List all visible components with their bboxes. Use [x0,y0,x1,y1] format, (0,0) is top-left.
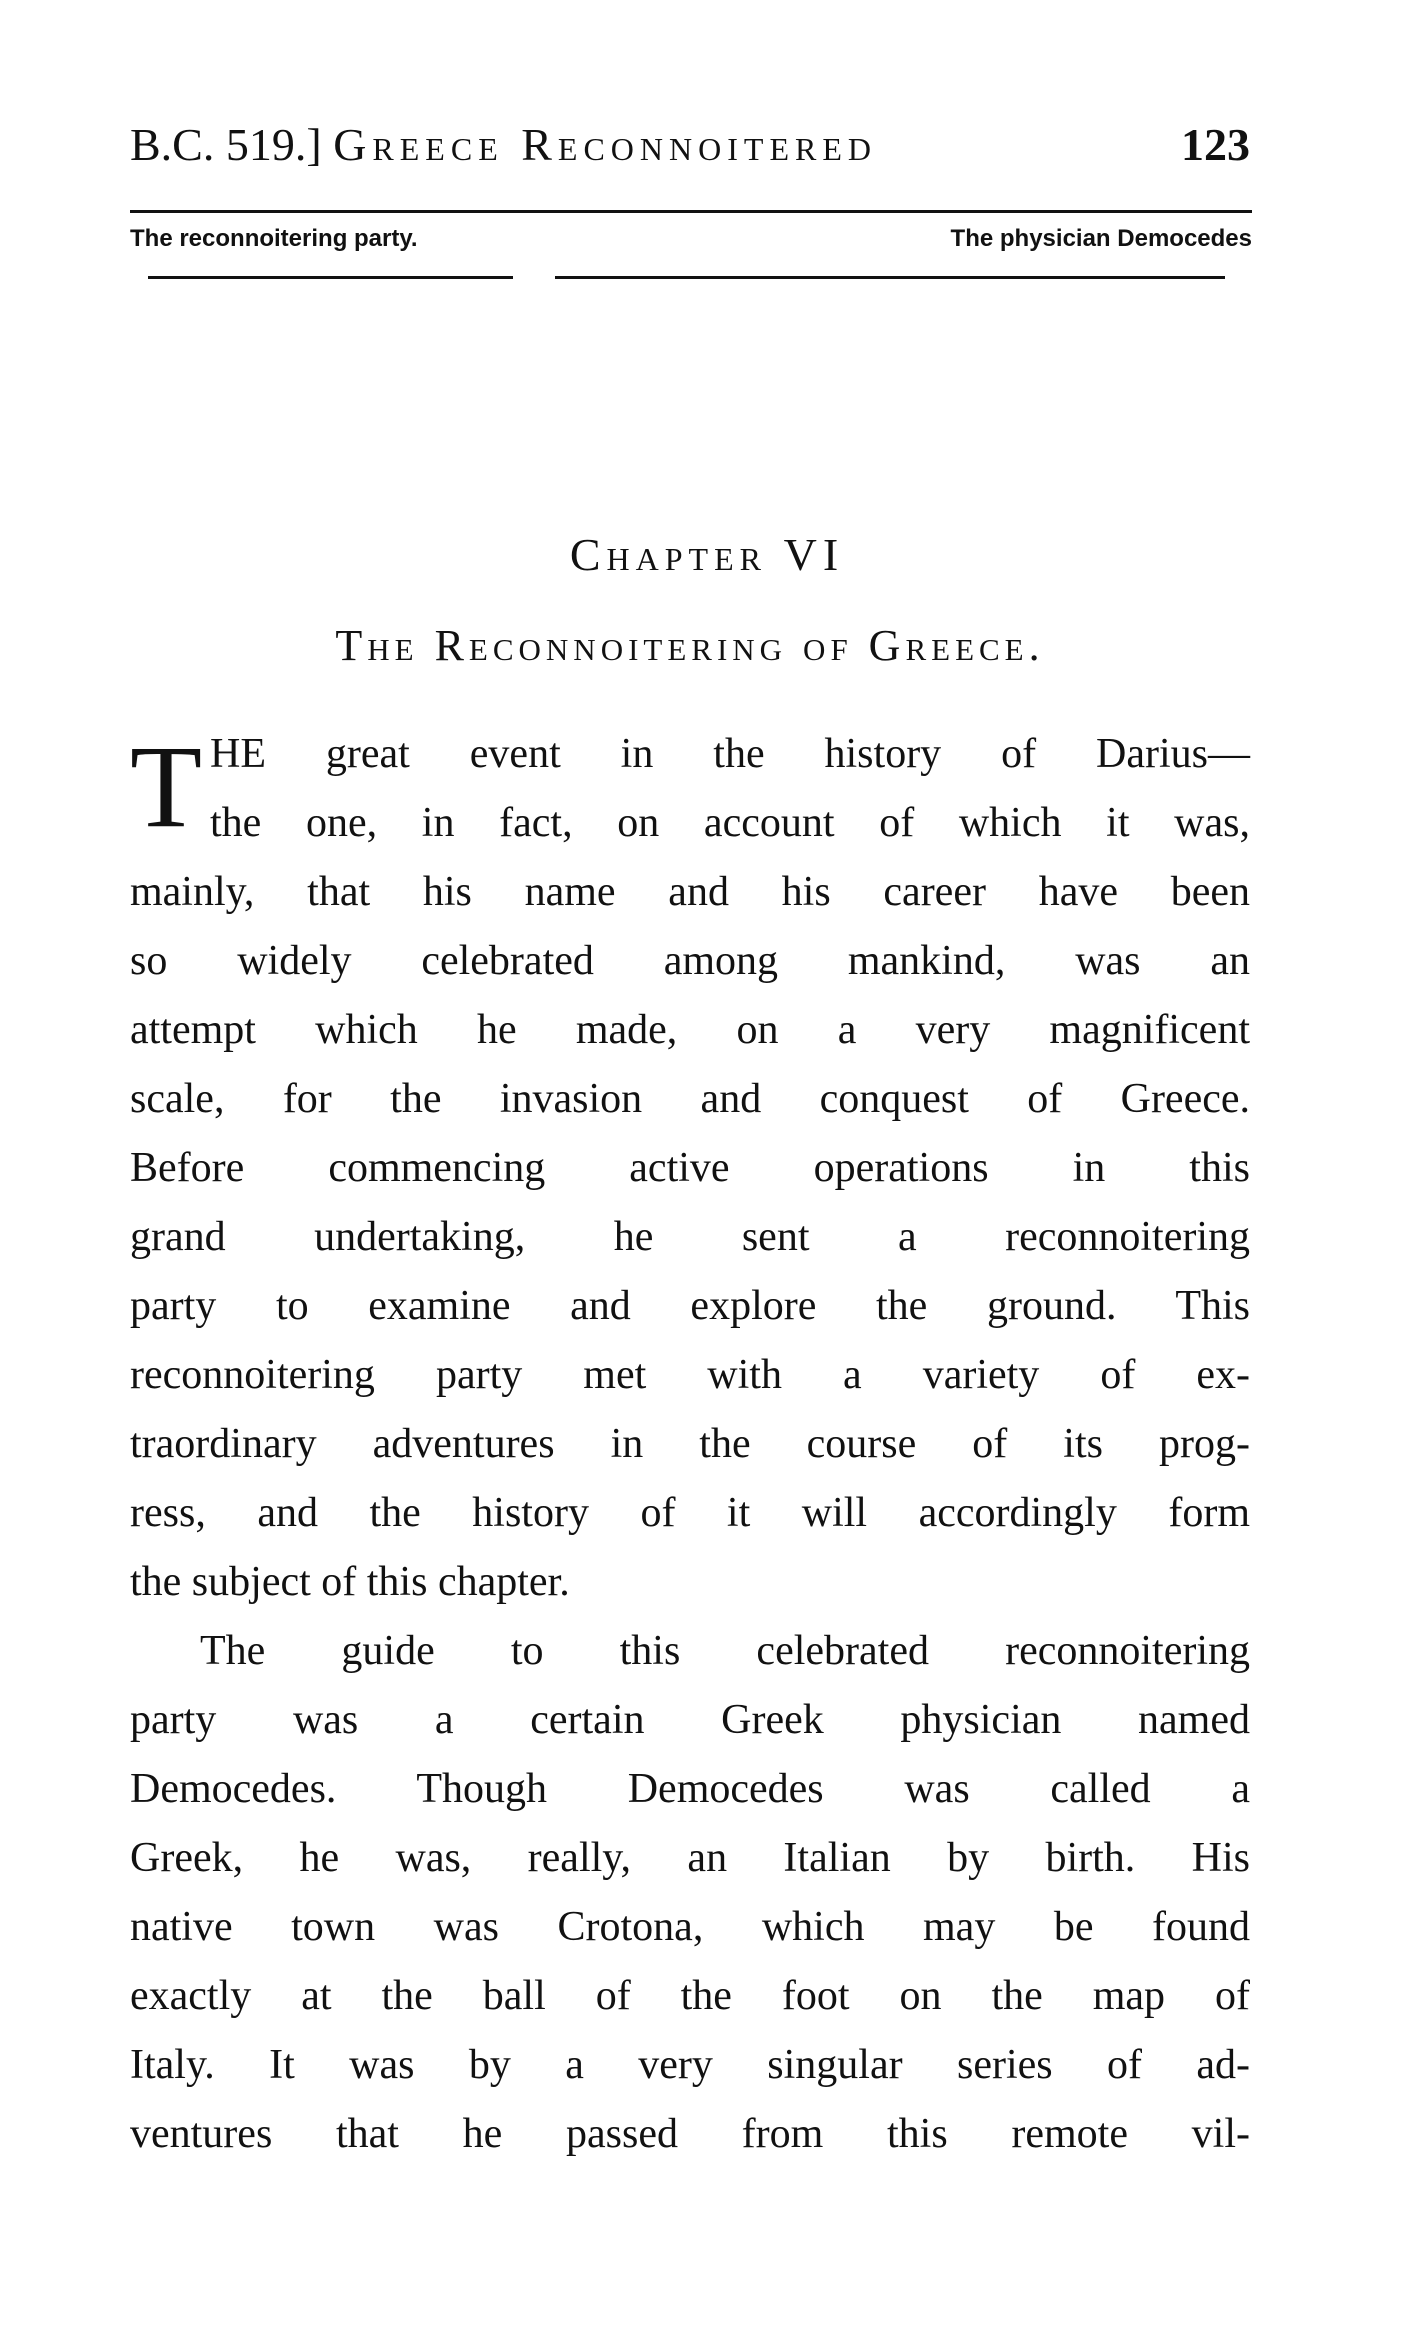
chapter-body [130,720,1250,2169]
paragraph-1 [130,720,1250,1617]
text-line: party was a certain Greek physician named [130,1697,1250,1743]
chapter-title: The Reconnoitering of Greece. [335,621,1045,670]
header-left [130,118,877,171]
subheader-rule-right [555,276,1225,279]
text-line: so widely celebrated among mankind, was an [130,938,1250,984]
text-line: Italy. It was by a very singular series of ad- [130,2042,1250,2088]
text-line: attempt which he made, on a very magnificent [130,1007,1250,1053]
header-date: B.C. 519.] [130,119,322,170]
left-marginal-note: The reconnoitering party. [130,225,418,252]
text-line: traordinary adventures in the course of its prog- [130,1421,1250,1467]
text-line: ventures that he passed from this remote vil- [130,2111,1250,2157]
text-line: party to examine and explore the ground. This [130,1283,1250,1329]
right-marginal-note: The physician Democedes [950,225,1252,252]
subheader-rule-left [148,276,513,279]
text-line: Democedes. Though Democedes was called a [130,1766,1250,1812]
text-line: Before commencing active operations in this [130,1145,1250,1191]
text-line: The guide to this celebrated reconnoitering [200,1628,1250,1674]
text-line: mainly, that his name and his career have been [130,869,1250,915]
text-line: scale, for the invasion and conquest of Greece. [130,1076,1250,1122]
text-line: grand undertaking, he sent a reconnoitering [130,1214,1250,1260]
text-line: reconnoitering party met with a variety of ex- [130,1352,1250,1398]
page-number: 123 [1181,119,1250,170]
text-line: the one, in fact, on account of which it was, [210,800,1250,846]
text-line: HE great event in the history of Darius— [210,731,1250,777]
header-rule [130,210,1252,213]
drop-cap: T [130,721,203,852]
text-line: native town was Crotona, which may be found [130,1904,1250,1950]
running-header [130,118,1250,178]
text-line: ress, and the history of it will accordingly form [130,1490,1250,1536]
chapter-label: Chapter VI [569,529,845,580]
running-title: Greece Reconnoitered [333,119,877,170]
paragraph-2 [130,1617,1250,2169]
text-line: the subject of this chapter. [130,1559,570,1605]
text-line: exactly at the ball of the foot on the map of [130,1973,1250,2019]
text-line: Greek, he was, really, an Italian by birth. His [130,1835,1250,1881]
